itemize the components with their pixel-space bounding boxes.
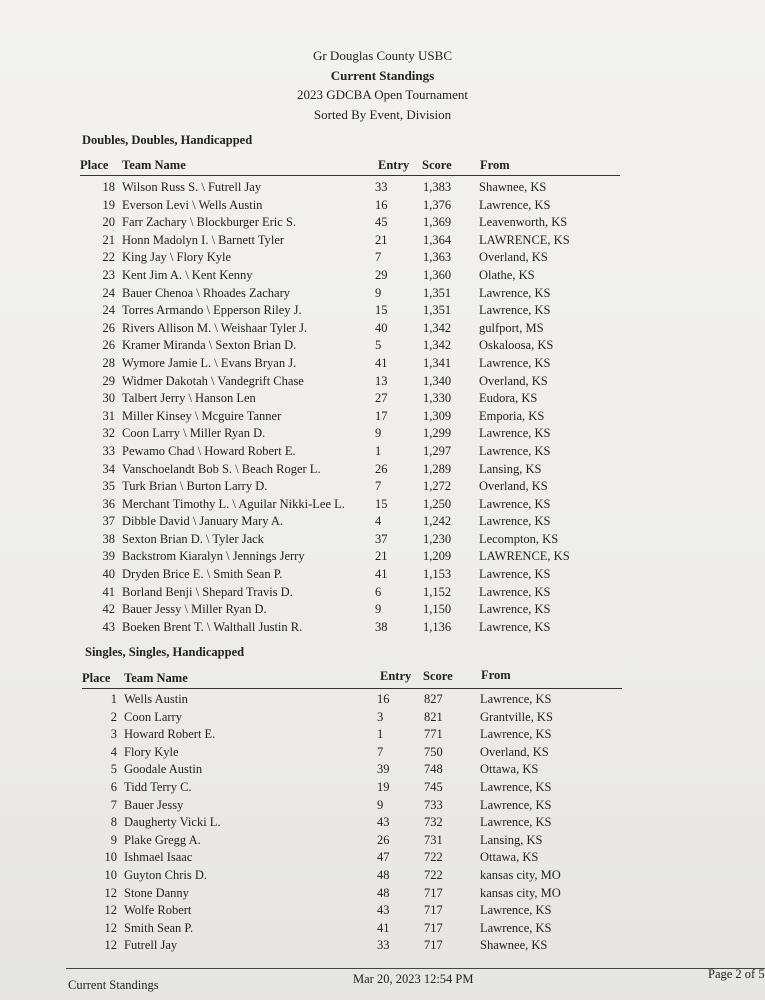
singles-place-cell: 10 xyxy=(104,867,117,882)
singles-team-cell: Tidd Terry C. xyxy=(124,779,192,794)
singles-row xyxy=(0,938,765,956)
singles-entry-cell: 39 xyxy=(377,762,390,777)
doubles-team-cell: Merchant Timothy L. \ Aguilar Nikki-Lee L. xyxy=(122,496,345,511)
doubles-team-cell: Bauer Jessy \ Miller Ryan D. xyxy=(122,602,267,617)
doubles-score-cell: 1,289 xyxy=(423,461,452,476)
doubles-row xyxy=(0,303,765,321)
singles-team-cell: Howard Robert E. xyxy=(124,727,216,742)
doubles-team-cell: Torres Armando \ Epperson Riley J. xyxy=(122,303,302,318)
doubles-place-cell: 30 xyxy=(102,391,115,406)
tournament-name: 2023 GDCBA Open Tournament xyxy=(296,87,469,102)
singles-col-place: Place xyxy=(82,671,111,685)
doubles-from-cell: Oskaloosa, KS xyxy=(479,338,554,353)
doubles-place-cell: 21 xyxy=(102,232,115,247)
singles-team-cell: Wolfe Robert xyxy=(124,903,192,918)
doubles-team-cell: Vanschoelandt Bob S. \ Beach Roger L. xyxy=(122,461,321,476)
doubles-from-cell: Lansing, KS xyxy=(479,461,542,476)
doubles-team-cell: Backstrom Kiaralyn \ Jennings Jerry xyxy=(122,549,305,564)
doubles-place-cell: 34 xyxy=(102,461,115,476)
report-header xyxy=(0,46,765,124)
doubles-entry-cell: 7 xyxy=(375,479,382,494)
doubles-header-rule xyxy=(80,175,620,176)
singles-from-cell: Lawrence, KS xyxy=(480,797,552,812)
singles-place-cell: 10 xyxy=(104,850,117,865)
singles-from-cell: Lansing, KS xyxy=(480,832,543,847)
doubles-team-cell: Dibble David \ January Mary A. xyxy=(122,514,284,529)
doubles-score-cell: 1,250 xyxy=(423,496,452,511)
singles-row xyxy=(0,727,765,745)
singles-score-cell: 733 xyxy=(424,797,443,812)
singles-score-cell: 717 xyxy=(424,938,443,953)
doubles-score-cell: 1,309 xyxy=(423,408,452,423)
doubles-score-cell: 1,209 xyxy=(423,549,452,564)
doubles-row xyxy=(0,479,765,497)
singles-section-title: Singles, Singles, Handicapped xyxy=(85,645,245,659)
doubles-from-cell: LAWRENCE, KS xyxy=(479,549,570,564)
singles-place-cell: 2 xyxy=(110,709,117,724)
doubles-from-cell: gulfport, MS xyxy=(479,320,544,335)
doubles-place-cell: 35 xyxy=(102,479,115,494)
singles-score-cell: 732 xyxy=(424,815,443,830)
doubles-team-cell: Turk Brian \ Burton Larry D. xyxy=(122,479,268,494)
doubles-col-score: Score xyxy=(422,158,452,172)
doubles-place-cell: 24 xyxy=(102,303,115,318)
singles-from-cell: kansas city, MO xyxy=(480,867,561,882)
singles-score-cell: 748 xyxy=(424,762,443,777)
singles-score-cell: 771 xyxy=(424,727,443,742)
doubles-score-cell: 1,369 xyxy=(423,215,452,230)
doubles-entry-cell: 9 xyxy=(375,426,382,441)
singles-score-cell: 750 xyxy=(424,744,443,759)
doubles-score-cell: 1,363 xyxy=(423,250,452,265)
singles-col-team: Team Name xyxy=(124,671,188,685)
singles-from-cell: Ottawa, KS xyxy=(480,762,539,777)
singles-row xyxy=(0,710,765,728)
singles-entry-cell: 43 xyxy=(377,815,390,830)
doubles-score-cell: 1,136 xyxy=(423,619,452,634)
singles-row xyxy=(0,921,765,939)
singles-entry-cell: 26 xyxy=(377,832,390,847)
doubles-place-cell: 37 xyxy=(102,514,115,529)
singles-score-cell: 717 xyxy=(424,920,443,935)
singles-score-cell: 717 xyxy=(424,885,443,900)
singles-team-cell: Bauer Jessy xyxy=(124,797,184,812)
doubles-place-cell: 26 xyxy=(102,338,115,353)
doubles-from-cell: Lawrence, KS xyxy=(479,443,551,458)
singles-place-cell: 9 xyxy=(110,832,117,847)
singles-team-cell: Futrell Jay xyxy=(124,938,178,953)
singles-col-score: Score xyxy=(423,669,453,683)
doubles-entry-cell: 40 xyxy=(375,320,388,335)
doubles-entry-cell: 9 xyxy=(375,285,382,300)
singles-from-cell: Overland, KS xyxy=(480,744,549,759)
doubles-score-cell: 1,383 xyxy=(423,180,452,194)
doubles-from-cell: Lawrence, KS xyxy=(479,197,551,212)
doubles-entry-cell: 17 xyxy=(375,408,388,423)
doubles-team-cell: Honn Madolyn I. \ Barnett Tyler xyxy=(122,232,285,247)
doubles-team-cell: Miller Kinsey \ Mcguire Tanner xyxy=(122,408,282,423)
singles-score-cell: 731 xyxy=(424,832,443,847)
singles-place-cell: 7 xyxy=(110,797,117,812)
doubles-row xyxy=(0,602,765,620)
doubles-place-cell: 20 xyxy=(102,215,115,230)
doubles-entry-cell: 41 xyxy=(375,355,388,370)
doubles-row xyxy=(0,215,765,233)
doubles-entry-cell: 29 xyxy=(375,267,388,282)
doubles-entry-cell: 16 xyxy=(375,197,388,212)
singles-entry-cell: 1 xyxy=(377,727,384,742)
doubles-place-cell: 23 xyxy=(102,267,115,282)
doubles-entry-cell: 13 xyxy=(375,373,388,388)
doubles-score-cell: 1,340 xyxy=(423,373,452,388)
doubles-place-cell: 33 xyxy=(102,443,115,458)
sort-description: Sorted By Event, Division xyxy=(313,106,452,122)
doubles-entry-cell: 7 xyxy=(375,250,382,265)
doubles-team-cell: Rivers Allison M. \ Weishaar Tyler J. xyxy=(122,320,308,335)
doubles-from-cell: Overland, KS xyxy=(479,250,548,265)
singles-from-cell: Lawrence, KS xyxy=(480,903,552,918)
doubles-team-cell: Bauer Chenoa \ Rhoades Zachary xyxy=(122,285,290,300)
singles-entry-cell: 7 xyxy=(377,744,384,759)
doubles-from-cell: Lawrence, KS xyxy=(479,496,551,511)
doubles-team-cell: Kramer Miranda \ Sexton Brian D. xyxy=(122,338,297,353)
doubles-team-cell: Widmer Dakotah \ Vandegrift Chase xyxy=(122,373,304,388)
singles-entry-cell: 48 xyxy=(377,885,390,900)
doubles-entry-cell: 45 xyxy=(375,215,388,230)
singles-col-entry: Entry xyxy=(380,669,412,683)
doubles-place-cell: 39 xyxy=(102,549,115,564)
singles-team-cell: Daugherty Vicki L. xyxy=(124,815,221,830)
doubles-from-cell: Emporia, KS xyxy=(479,408,545,423)
singles-entry-cell: 48 xyxy=(377,867,390,882)
singles-row xyxy=(0,815,765,833)
singles-score-cell: 722 xyxy=(424,850,443,865)
singles-place-cell: 12 xyxy=(104,938,117,953)
doubles-entry-cell: 33 xyxy=(375,180,388,194)
singles-from-cell: Lawrence, KS xyxy=(480,727,552,742)
doubles-score-cell: 1,230 xyxy=(423,531,452,546)
doubles-place-cell: 28 xyxy=(102,355,115,370)
singles-team-cell: Guyton Chris D. xyxy=(124,867,207,882)
singles-entry-cell: 9 xyxy=(377,797,384,812)
doubles-score-cell: 1,299 xyxy=(423,426,452,441)
doubles-from-cell: LAWRENCE, KS xyxy=(479,232,570,247)
singles-from-cell: Lawrence, KS xyxy=(480,779,552,794)
singles-score-cell: 821 xyxy=(424,709,443,724)
doubles-team-cell: Talbert Jerry \ Hanson Len xyxy=(122,391,256,406)
doubles-col-entry: Entry xyxy=(378,158,410,172)
singles-place-cell: 3 xyxy=(110,727,117,742)
doubles-from-cell: Olathe, KS xyxy=(479,267,535,282)
singles-row xyxy=(0,886,765,904)
singles-row xyxy=(0,692,765,710)
singles-entry-cell: 33 xyxy=(377,938,390,953)
doubles-from-cell: Shawnee, KS xyxy=(479,180,547,194)
doubles-score-cell: 1,272 xyxy=(423,479,452,494)
doubles-entry-cell: 38 xyxy=(375,619,388,634)
doubles-from-cell: Overland, KS xyxy=(479,373,548,388)
doubles-score-cell: 1,330 xyxy=(423,391,452,406)
doubles-score-cell: 1,376 xyxy=(423,197,452,212)
doubles-row xyxy=(0,409,765,427)
doubles-row xyxy=(0,356,765,374)
singles-entry-cell: 16 xyxy=(377,692,390,706)
singles-from-cell: Lawrence, KS xyxy=(480,815,552,830)
doubles-entry-cell: 15 xyxy=(375,496,388,511)
doubles-row xyxy=(0,321,765,339)
doubles-place-cell: 31 xyxy=(102,408,115,423)
singles-entry-cell: 41 xyxy=(377,920,390,935)
doubles-place-cell: 41 xyxy=(102,584,115,599)
doubles-row xyxy=(0,198,765,216)
doubles-place-cell: 19 xyxy=(102,197,115,212)
doubles-entry-cell: 4 xyxy=(375,514,382,529)
doubles-score-cell: 1,341 xyxy=(423,355,452,370)
doubles-row xyxy=(0,391,765,409)
singles-score-cell: 717 xyxy=(424,903,443,918)
doubles-score-cell: 1,297 xyxy=(423,443,452,458)
doubles-entry-cell: 6 xyxy=(375,584,382,599)
singles-from-cell: Lawrence, KS xyxy=(480,692,552,706)
doubles-place-cell: 32 xyxy=(102,426,115,441)
doubles-score-cell: 1,364 xyxy=(423,232,452,247)
doubles-row xyxy=(0,233,765,251)
doubles-entry-cell: 9 xyxy=(375,602,382,617)
doubles-from-cell: Lawrence, KS xyxy=(479,584,551,599)
singles-row xyxy=(0,868,765,886)
doubles-row xyxy=(0,497,765,515)
doubles-row xyxy=(0,514,765,532)
doubles-entry-cell: 21 xyxy=(375,232,388,247)
doubles-entry-cell: 37 xyxy=(375,531,388,546)
singles-team-cell: Wells Austin xyxy=(124,692,188,706)
doubles-score-cell: 1,351 xyxy=(423,303,452,318)
singles-place-cell: 12 xyxy=(104,903,117,918)
doubles-row xyxy=(0,250,765,268)
doubles-entry-cell: 1 xyxy=(375,443,382,458)
singles-table xyxy=(0,692,765,956)
singles-place-cell: 12 xyxy=(104,920,117,935)
doubles-table xyxy=(0,180,765,637)
singles-entry-cell: 19 xyxy=(377,779,390,794)
singles-place-cell: 6 xyxy=(110,779,117,794)
doubles-place-cell: 36 xyxy=(102,496,115,511)
doubles-team-cell: King Jay \ Flory Kyle xyxy=(122,250,232,265)
singles-place-cell: 8 xyxy=(110,815,117,830)
doubles-score-cell: 1,351 xyxy=(423,285,452,300)
doubles-team-cell: Borland Benji \ Shepard Travis D. xyxy=(122,584,293,599)
doubles-team-cell: Sexton Brian D. \ Tyler Jack xyxy=(122,531,264,546)
doubles-entry-cell: 27 xyxy=(375,391,388,406)
singles-team-cell: Plake Gregg A. xyxy=(124,832,201,847)
singles-row xyxy=(0,833,765,851)
doubles-score-cell: 1,150 xyxy=(423,602,452,617)
singles-entry-cell: 47 xyxy=(377,850,390,865)
doubles-team-cell: Pewamo Chad \ Howard Robert E. xyxy=(122,443,296,458)
singles-row xyxy=(0,762,765,780)
singles-team-cell: Stone Danny xyxy=(124,885,189,900)
doubles-place-cell: 24 xyxy=(102,285,115,300)
singles-entry-cell: 3 xyxy=(377,709,384,724)
singles-from-cell: kansas city, MO xyxy=(480,885,561,900)
doubles-score-cell: 1,360 xyxy=(423,267,452,282)
doubles-place-cell: 42 xyxy=(102,602,115,617)
report-title: Current Standings xyxy=(330,67,435,83)
doubles-score-cell: 1,152 xyxy=(423,584,452,599)
doubles-row xyxy=(0,462,765,480)
singles-team-cell: Ishmael Isaac xyxy=(124,850,193,865)
doubles-place-cell: 26 xyxy=(102,320,115,335)
doubles-team-cell: Farr Zachary \ Blockburger Eric S. xyxy=(122,215,297,230)
doubles-team-cell: Wymore Jamie L. \ Evans Bryan J. xyxy=(122,355,297,370)
doubles-row xyxy=(0,268,765,286)
singles-team-cell: Goodale Austin xyxy=(124,762,203,777)
footer-page-number: Page 2 of 5 xyxy=(708,967,765,981)
doubles-entry-cell: 15 xyxy=(375,303,388,318)
singles-team-cell: Flory Kyle xyxy=(124,744,179,759)
doubles-row xyxy=(0,374,765,392)
singles-row xyxy=(0,745,765,763)
singles-score-cell: 745 xyxy=(424,779,443,794)
doubles-from-cell: Lecompton, KS xyxy=(479,531,559,546)
doubles-col-place: Place xyxy=(80,158,109,172)
footer-left: Current Standings xyxy=(68,978,159,992)
doubles-entry-cell: 5 xyxy=(375,338,382,353)
singles-from-cell: Ottawa, KS xyxy=(480,850,539,865)
doubles-place-cell: 18 xyxy=(102,180,115,194)
doubles-from-cell: Lawrence, KS xyxy=(479,514,551,529)
doubles-from-cell: Lawrence, KS xyxy=(479,619,551,634)
singles-col-from: From xyxy=(481,668,511,682)
doubles-from-cell: Lawrence, KS xyxy=(479,285,551,300)
doubles-section-title: Doubles, Doubles, Handicapped xyxy=(82,133,253,147)
doubles-place-cell: 38 xyxy=(102,531,115,546)
doubles-from-cell: Lawrence, KS xyxy=(479,567,551,582)
singles-place-cell: 12 xyxy=(104,885,117,900)
singles-score-cell: 827 xyxy=(424,692,443,706)
singles-score-cell: 722 xyxy=(424,867,443,882)
doubles-team-cell: Dryden Brice E. \ Smith Sean P. xyxy=(122,567,283,582)
singles-place-cell: 5 xyxy=(110,762,117,777)
doubles-from-cell: Overland, KS xyxy=(479,479,548,494)
doubles-row xyxy=(0,426,765,444)
singles-team-cell: Coon Larry xyxy=(124,709,182,724)
doubles-score-cell: 1,342 xyxy=(423,320,452,335)
doubles-row xyxy=(0,620,765,638)
doubles-team-cell: Coon Larry \ Miller Ryan D. xyxy=(122,426,266,441)
doubles-from-cell: Eudora, KS xyxy=(479,391,538,406)
doubles-team-cell: Boeken Brent T. \ Walthall Justin R. xyxy=(122,619,303,634)
singles-place-cell: 1 xyxy=(110,692,117,706)
doubles-row xyxy=(0,180,765,198)
doubles-team-cell: Wilson Russ S. \ Futrell Jay xyxy=(122,180,262,194)
doubles-entry-cell: 41 xyxy=(375,567,388,582)
doubles-row xyxy=(0,549,765,567)
singles-entry-cell: 43 xyxy=(377,903,390,918)
footer-rule xyxy=(66,968,765,969)
doubles-place-cell: 29 xyxy=(102,373,115,388)
doubles-row xyxy=(0,532,765,550)
doubles-entry-cell: 26 xyxy=(375,461,388,476)
doubles-row xyxy=(0,338,765,356)
singles-row xyxy=(0,903,765,921)
doubles-row xyxy=(0,286,765,304)
doubles-from-cell: Lawrence, KS xyxy=(479,303,551,318)
doubles-row xyxy=(0,567,765,585)
doubles-from-cell: Lawrence, KS xyxy=(479,602,551,617)
singles-from-cell: Grantville, KS xyxy=(480,709,553,724)
footer-timestamp: Mar 20, 2023 12:54 PM xyxy=(353,972,474,986)
doubles-col-from: From xyxy=(480,158,510,172)
doubles-place-cell: 40 xyxy=(102,567,115,582)
singles-place-cell: 4 xyxy=(110,744,117,759)
doubles-row xyxy=(0,444,765,462)
doubles-score-cell: 1,342 xyxy=(423,338,452,353)
doubles-from-cell: Leavenworth, KS xyxy=(479,215,568,230)
doubles-from-cell: Lawrence, KS xyxy=(479,426,551,441)
doubles-place-cell: 22 xyxy=(102,250,115,265)
singles-header-rule xyxy=(82,688,622,689)
singles-from-cell: Lawrence, KS xyxy=(480,920,552,935)
doubles-entry-cell: 21 xyxy=(375,549,388,564)
doubles-place-cell: 43 xyxy=(102,619,115,634)
doubles-team-cell: Everson Levi \ Wells Austin xyxy=(122,197,263,212)
org-name: Gr Douglas County USBC xyxy=(312,48,453,63)
doubles-row xyxy=(0,585,765,603)
singles-team-cell: Smith Sean P. xyxy=(124,920,194,935)
doubles-col-team: Team Name xyxy=(122,158,186,172)
doubles-score-cell: 1,153 xyxy=(423,567,452,582)
doubles-team-cell: Kent Jim A. \ Kent Kenny xyxy=(122,267,253,282)
singles-row xyxy=(0,780,765,798)
singles-from-cell: Shawnee, KS xyxy=(480,938,548,953)
doubles-score-cell: 1,242 xyxy=(423,514,452,529)
singles-row xyxy=(0,798,765,816)
singles-row xyxy=(0,850,765,868)
doubles-from-cell: Lawrence, KS xyxy=(479,355,551,370)
